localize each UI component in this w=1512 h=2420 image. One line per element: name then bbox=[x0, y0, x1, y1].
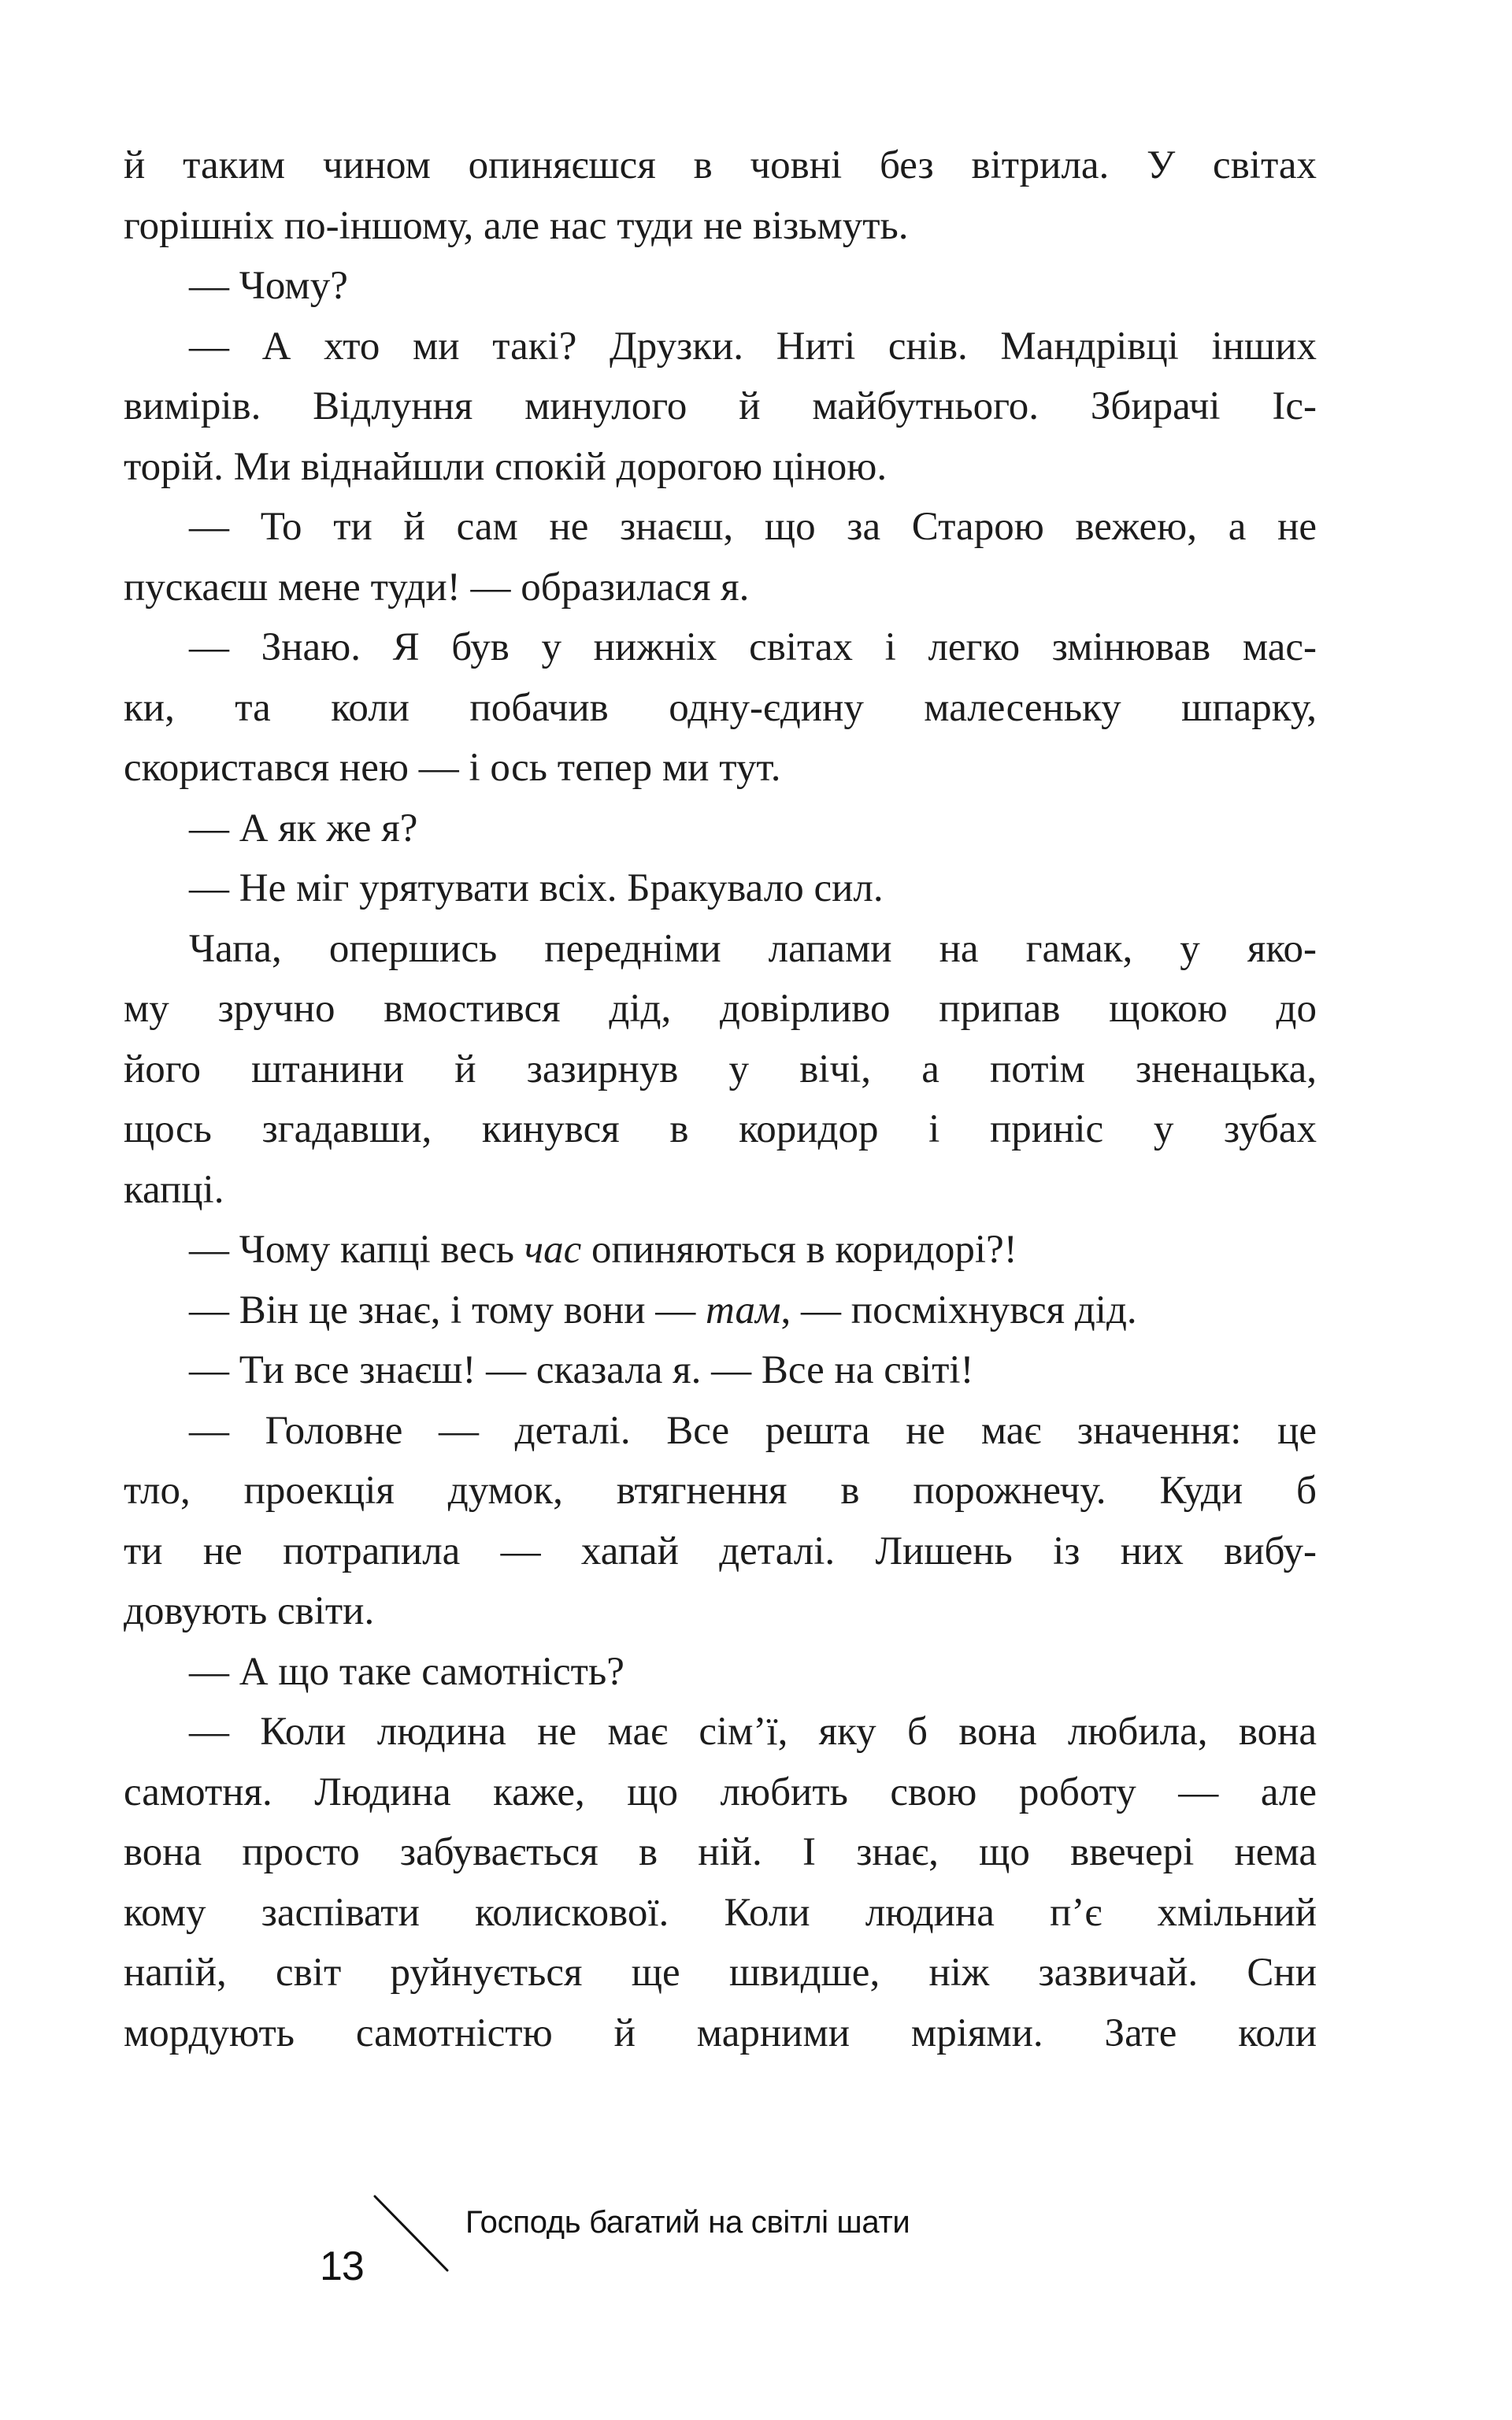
text-line: ти не потрапила — хапай деталі. Лишень із них вибу- bbox=[124, 1529, 1317, 1573]
dialogue-line: — А що таке самотність? bbox=[189, 1649, 624, 1694]
text-line: торій. Ми віднайшли спокій дорогою ціною. bbox=[124, 444, 888, 489]
text-line: щось згадавши, кинувся в коридор і приніс у зубах bbox=[124, 1107, 1317, 1151]
italic-emphasis: час bbox=[524, 1228, 582, 1272]
body-text bbox=[124, 135, 1317, 2063]
text-line: й таким чином опиняєшся в човні без вітрила. У світах bbox=[124, 143, 1317, 187]
text-line: його штанини й зазирнув у вічі, а потім зненацька, bbox=[124, 1047, 1317, 1091]
dialogue-line bbox=[124, 1220, 1317, 1280]
text-line: кому заспівати колискової. Коли людина п’є хмільний bbox=[124, 1890, 1317, 1935]
dialogue-line bbox=[124, 1280, 1317, 1341]
text-line: самотня. Людина каже, що любить свою роботу — але bbox=[124, 1770, 1317, 1814]
text-line: скористався нею — і ось тепер ми тут. bbox=[124, 746, 781, 790]
dialogue-line: — Ти все знаєш! — сказала я. — Все на світі! bbox=[189, 1348, 974, 1392]
text-segment: , — посміхнувся дід. bbox=[780, 1288, 1137, 1332]
text-segment: — Він це знає, і тому вони — bbox=[189, 1288, 706, 1332]
text-line: довують світи. bbox=[124, 1589, 375, 1633]
dialogue-line: — Знаю. Я був у нижніх світах і легко змінював мас- bbox=[189, 625, 1317, 669]
text-line: тло, проекція думок, втягнення в порожнечу. Куди б bbox=[124, 1469, 1317, 1513]
dialogue-line: — А хто ми такі? Друзки. Ниті снів. Мандрівці інших bbox=[189, 324, 1317, 369]
dialogue-line: — То ти й сам не знаєш, що за Старою вежею, а не bbox=[189, 505, 1317, 549]
text-line: ки, та коли побачив одну-єдину малесеньку шпарку, bbox=[124, 685, 1317, 730]
italic-emphasis: там bbox=[706, 1288, 781, 1332]
dialogue-line: — А як же я? bbox=[189, 806, 418, 851]
text-line: му зручно вмостився дід, довірливо припав щокою до bbox=[124, 987, 1317, 1031]
narrative-line: Чапа, опершись передніми лапами на гамак, у яко- bbox=[189, 926, 1317, 971]
text-line: горішніх по-іншому, але нас туди не візьмуть. bbox=[124, 203, 909, 248]
dialogue-line: — Чому? bbox=[189, 264, 348, 308]
text-segment: опиняються в коридорі?! bbox=[581, 1228, 1017, 1272]
page-number: 13 bbox=[320, 2244, 364, 2289]
text-line: вимірів. Відлуння минулого й майбутнього. Збирачі Іс- bbox=[124, 384, 1317, 428]
text-line: капці. bbox=[124, 1167, 224, 1212]
dialogue-line: — Коли людина не має сім’ї, яку б вона любила, вона bbox=[189, 1710, 1317, 1754]
running-title: Господь багатий на світлі шати bbox=[465, 2205, 910, 2240]
text-segment: — Чому капці весь bbox=[189, 1228, 524, 1272]
text-line: мордують самотністю й марними мріями. Зате коли bbox=[124, 2010, 1317, 2055]
dialogue-line: — Не міг урятувати всіх. Бракувало сил. bbox=[189, 866, 884, 910]
text-line: напій, світ руйнується ще швидше, ніж зазвичай. Сни bbox=[124, 1951, 1317, 1995]
text-line: вона просто забувається в ній. І знає, що ввечері нема bbox=[124, 1830, 1317, 1874]
dialogue-line: — Головне — деталі. Все решта не має значення: це bbox=[189, 1408, 1317, 1453]
text-line: пускаєш мене туди! — образилася я. bbox=[124, 565, 750, 610]
